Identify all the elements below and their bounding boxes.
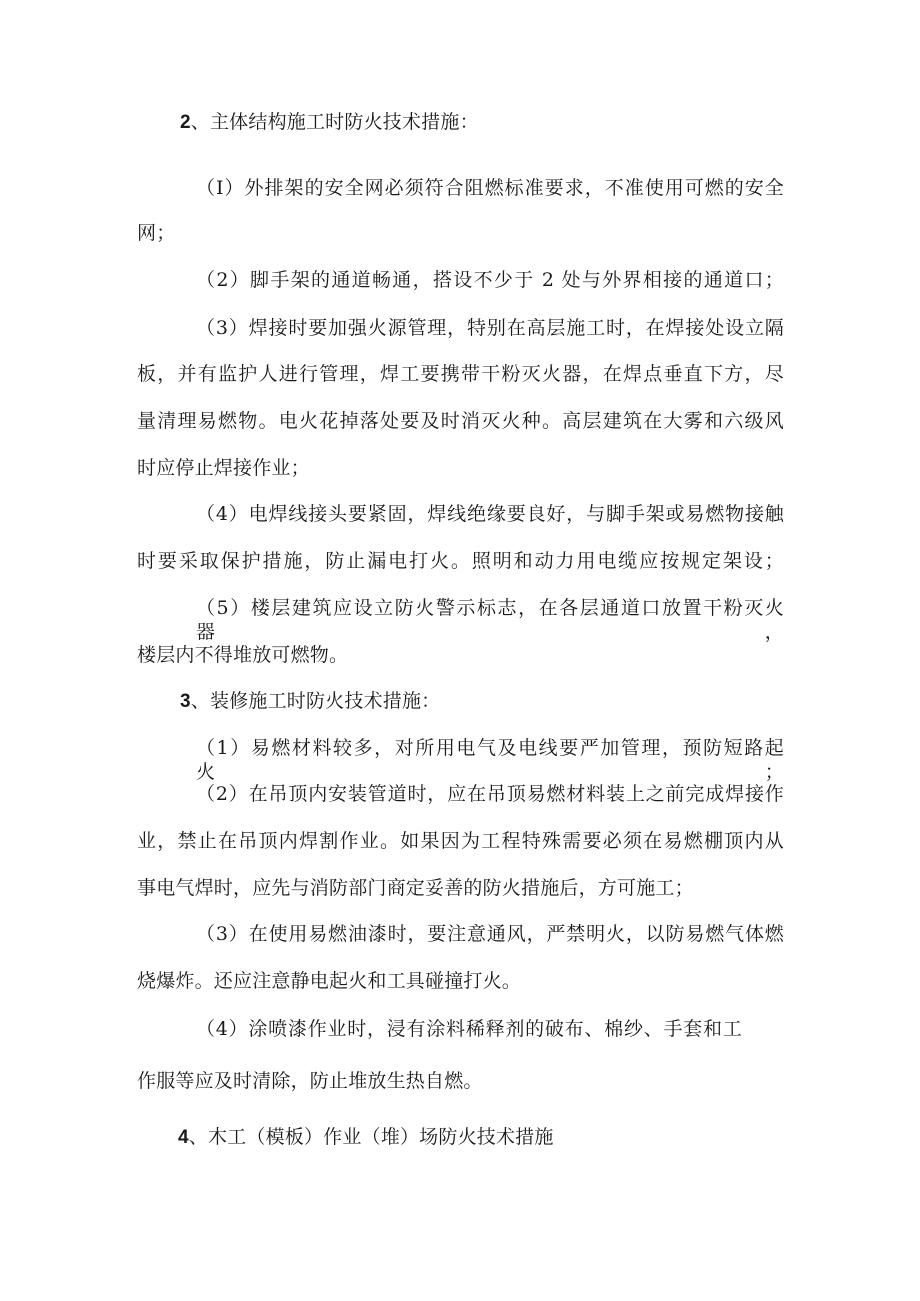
paragraph-line: （I）外排架的安全网必须符合阻燃标准要求，不准使用可燃的安全 <box>196 177 784 199</box>
paragraph-line: 时要采取保护措施，防止漏电打火。照明和动力用电缆应按规定架设； <box>137 550 784 572</box>
section-title: 、装修施工时防火技术措施： <box>190 690 441 712</box>
paragraph-line: 事电气焊时，应先与消防部门商定妥善的防火措施后，方可施工； <box>137 877 694 899</box>
paragraph-line: 量清理易燃物。电火花掉落处要及时消灭火种。高层建筑在大雾和六级风 <box>137 410 784 432</box>
section-heading-3 <box>180 689 440 714</box>
section-title: 、主体结构施工时防火技术措施： <box>190 111 479 133</box>
paragraph-line: 烧爆炸。还应注意静电起火和工具碰撞打火。 <box>137 970 522 992</box>
paragraph-line: 时应停止焊接作业； <box>137 457 310 479</box>
paragraph-line: （4）涂喷漆作业时，浸有涂料稀释剂的破布、棉纱、手套和工 <box>196 1018 742 1040</box>
paragraph-line: 作服等应及时清除，防止堆放生热自燃。 <box>137 1070 483 1092</box>
section-heading-2 <box>180 110 479 135</box>
paragraph-line: 楼层内不得堆放可燃物。 <box>137 644 349 666</box>
section-number: 2 <box>180 112 191 133</box>
paragraph-line: （3）焊接时要加强火源管理，特别在高层施工时，在焊接处设立隔 <box>196 317 784 339</box>
paragraph-line: （3）在使用易燃油漆时，要注意通风，严禁明火，以防易燃气体燃 <box>196 923 784 945</box>
paragraph-line: （2）在吊顶内安装管道时，应在吊顶易燃材料装上之前完成焊接作 <box>196 783 784 805</box>
section-heading-4 <box>178 1125 554 1150</box>
paragraph-line: （4）电焊线接头要紧固，焊线绝缘要良好，与脚手架或易燃物接触 <box>196 503 784 525</box>
section-number: 3 <box>180 691 191 712</box>
paragraph-line: （1）易燃材料较多，对所用电气及电线要严加管理，预防短路起火； <box>196 737 784 783</box>
paragraph-line: 网； <box>137 222 176 244</box>
paragraph-line: 板，并有监护人进行管理，焊工要携带干粉灭火器，在焊点垂直下方，尽 <box>137 363 784 385</box>
paragraph-line: （5）楼层建筑应设立防火警示标志，在各层通道口放置干粉灭火器， <box>196 597 784 643</box>
section-title: 、木工（模板）作业（堆）场防火技术措施 <box>188 1126 554 1148</box>
paragraph-line: 业，禁止在吊顶内焊割作业。如果因为工程特殊需要必须在易燃棚顶内从 <box>137 830 784 852</box>
section-number: 4 <box>178 1127 189 1148</box>
paragraph-line: （2）脚手架的通道畅通，搭设不少于 2 处与外界相接的通道口； <box>196 269 784 291</box>
